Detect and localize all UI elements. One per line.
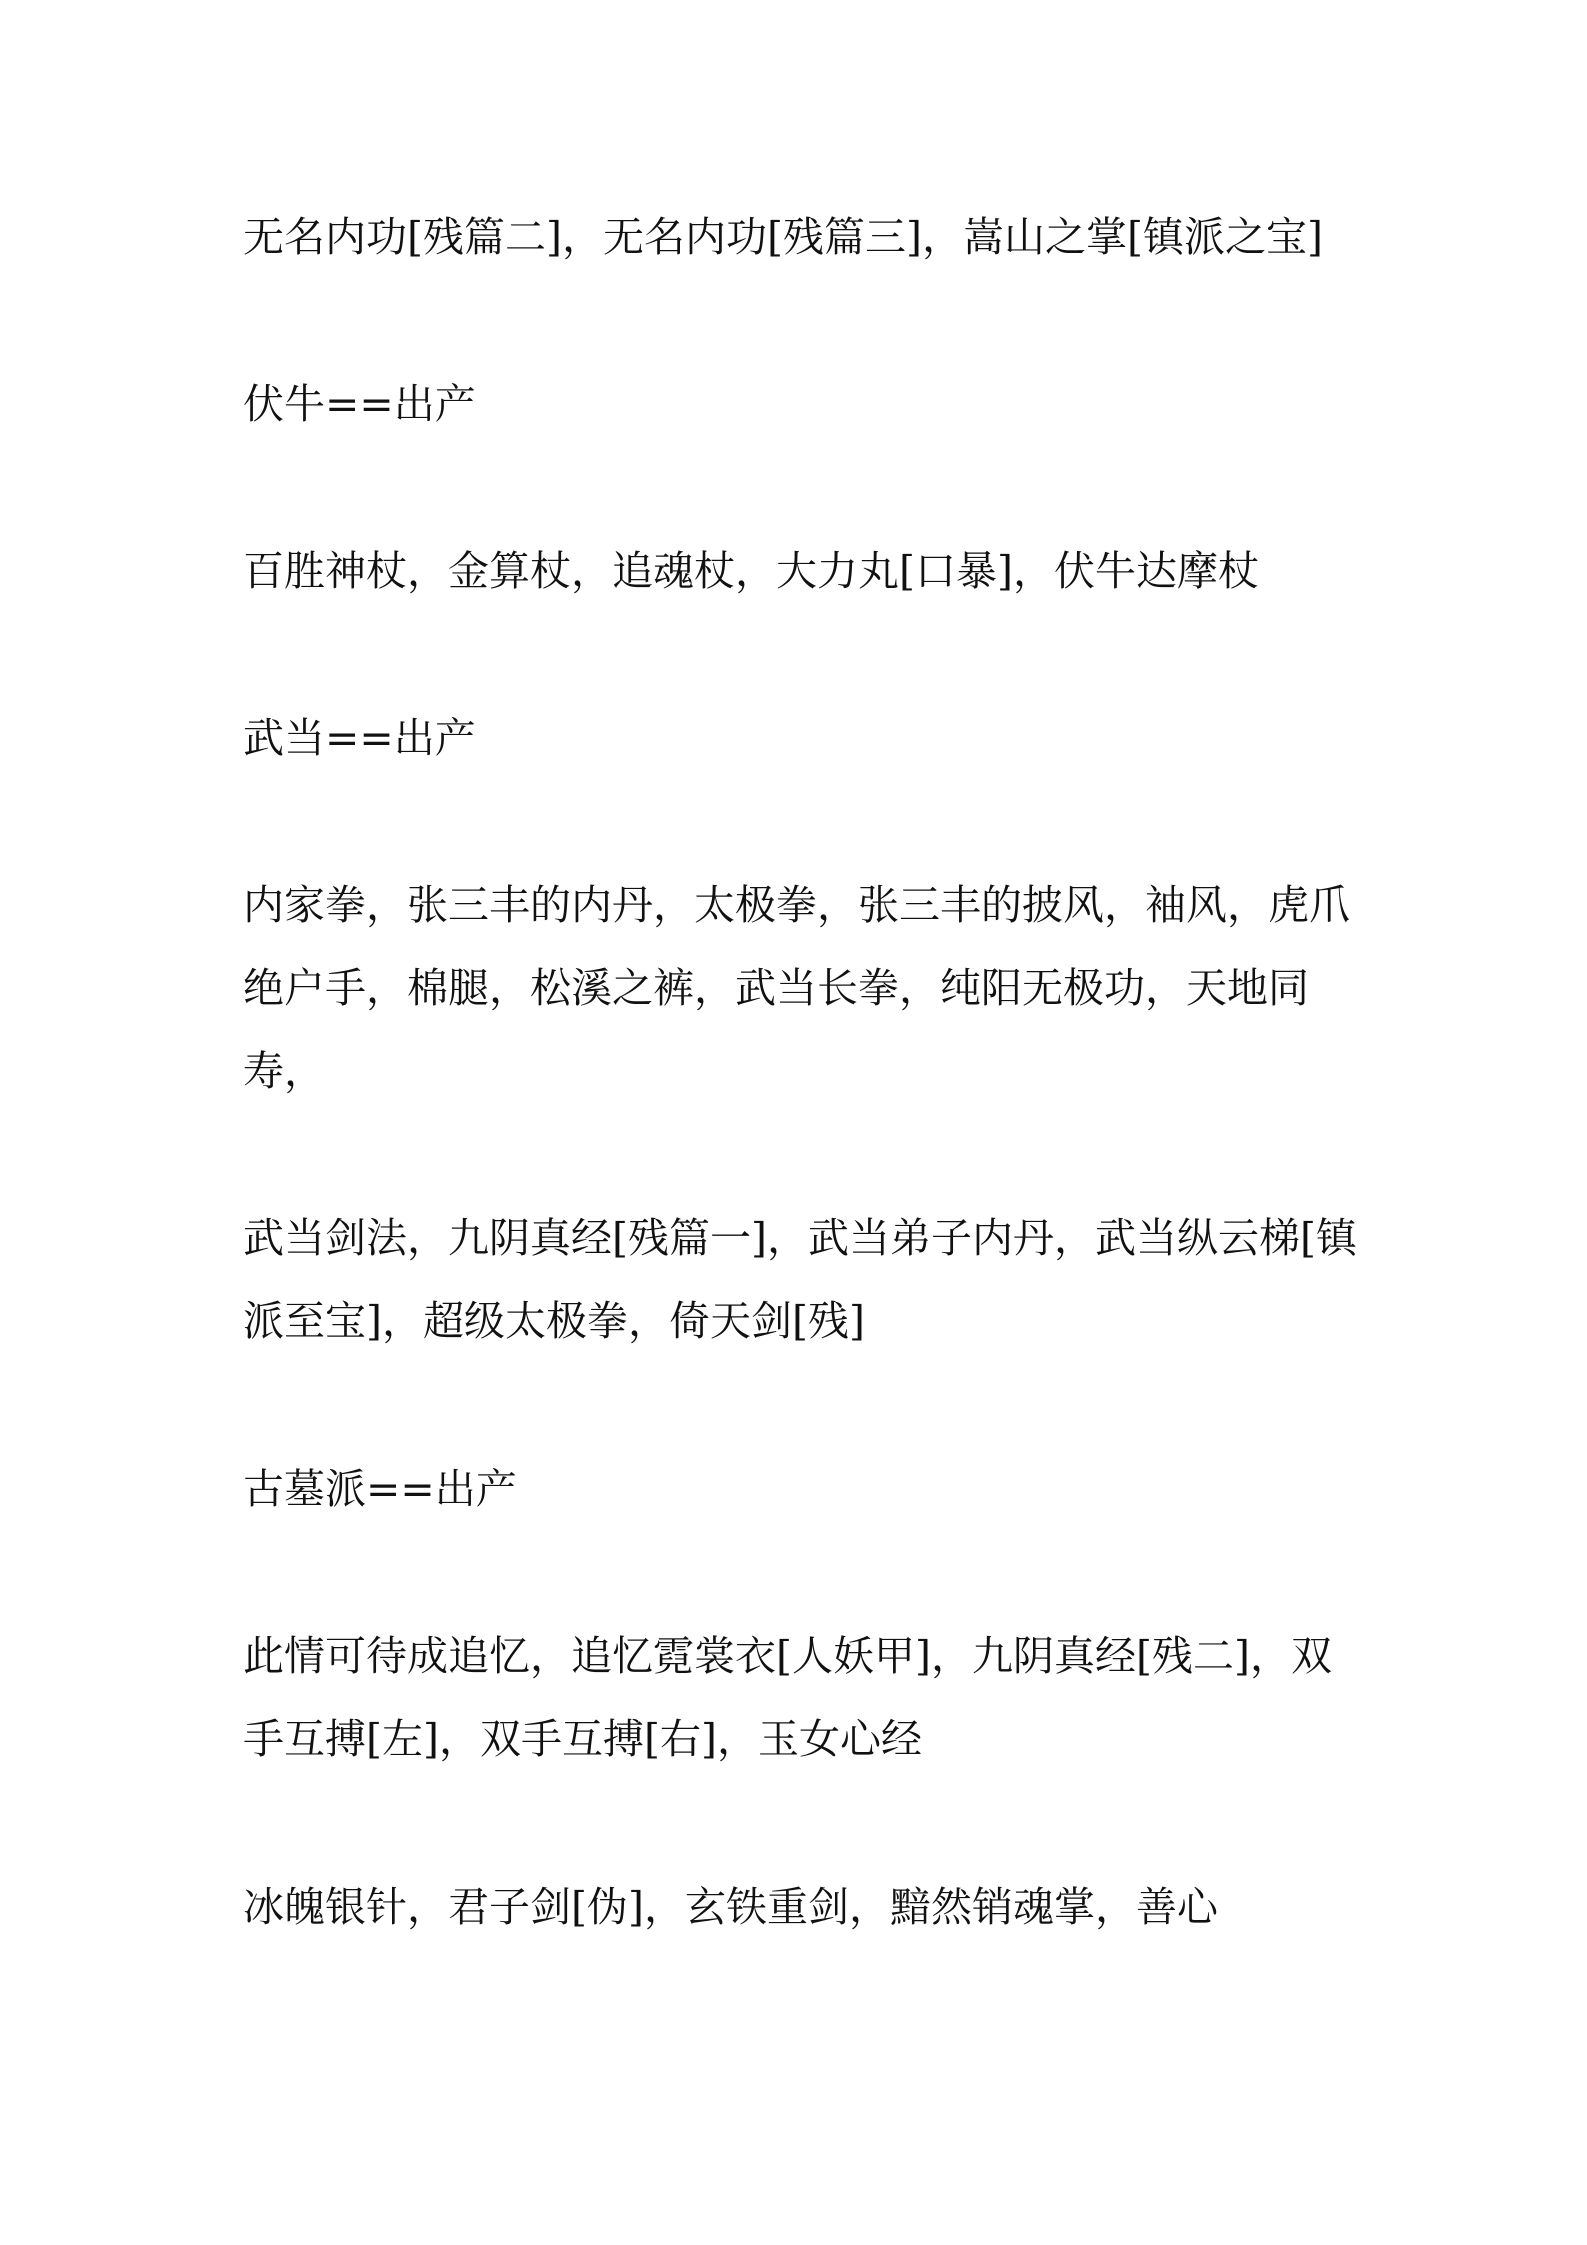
heading-gumu-output: 古墓派==出产 xyxy=(243,1465,517,1513)
heading-funiu-output: 伏牛==出产 xyxy=(243,380,476,428)
paragraph-gumu-items-1: 此情可待成追忆，追忆霓裳衣[人妖甲]，九阴真经[残二]，双手互搏[左]，双手互搏[右]，玉女心经 xyxy=(243,1632,1332,1763)
heading-wudang-output: 武当==出产 xyxy=(243,714,476,762)
paragraph-wudang-items-2: 武当剑法，九阴真经[残篇一]，武当弟子内丹，武当纵云梯[镇派至宝]，超级太极拳，倚天剑[残] xyxy=(243,1214,1357,1345)
paragraph-songshan-items: 无名内功[残篇二]，无名内功[残篇三]，嵩山之掌[镇派之宝] xyxy=(243,213,1323,261)
paragraph-wudang-items-1: 内家拳，张三丰的内丹，太极拳，张三丰的披风，袖风，虎爪绝户手，棉腿，松溪之裤，武当长拳，纯阳无极功，天地同寿， xyxy=(243,881,1350,1095)
paragraph-gumu-items-2: 冰魄银针，君子剑[伪]，玄铁重剑，黯然销魂掌，善心 xyxy=(243,1883,1218,1931)
paragraph-funiu-items: 百胜神杖，金算杖，追魂杖，大力丸[口暴]，伏牛达摩杖 xyxy=(243,547,1259,595)
